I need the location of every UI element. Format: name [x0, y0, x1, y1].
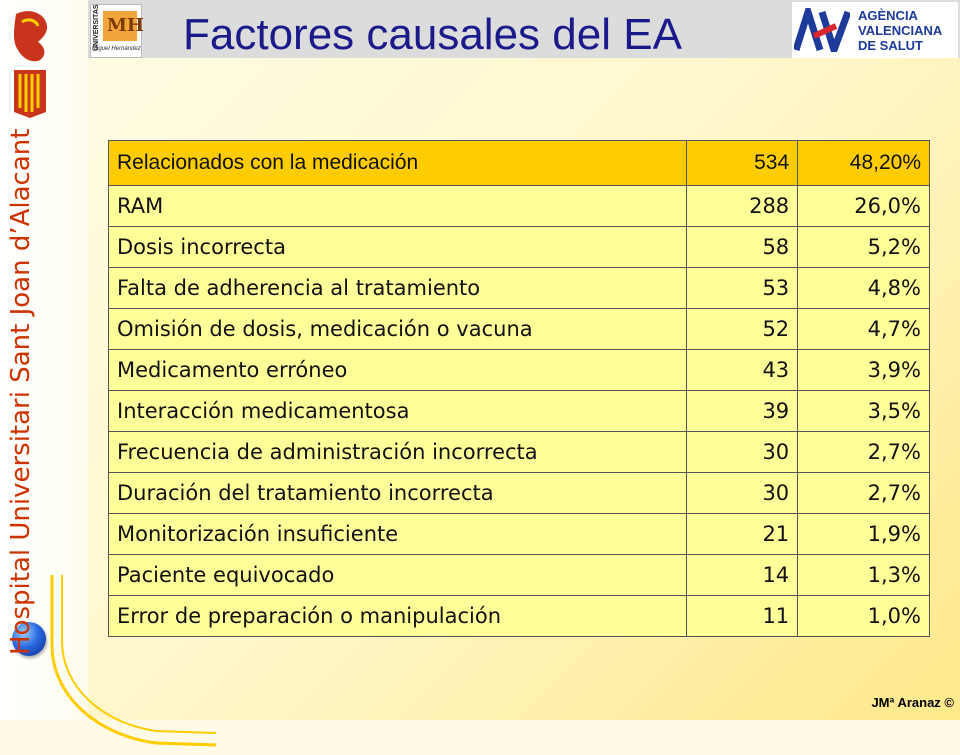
- table-header-row: [109, 141, 930, 186]
- table-row: [109, 555, 930, 596]
- table-row: [109, 309, 930, 350]
- umh-logo-vertical-text: UNIVERSITAS: [93, 4, 100, 51]
- table-row: [109, 391, 930, 432]
- row-pct: 3,5%: [798, 391, 930, 432]
- row-count: 53: [687, 268, 798, 309]
- row-label: RAM: [109, 186, 687, 227]
- row-pct: 1,9%: [798, 514, 930, 555]
- row-pct: 4,8%: [798, 268, 930, 309]
- avs-mark-icon: [794, 8, 850, 52]
- row-count: 288: [687, 186, 798, 227]
- table-row: [109, 596, 930, 637]
- umh-logo: UNIVERSITAS MH Miguel Hernández: [90, 4, 142, 58]
- row-label: Falta de adherencia al tratamiento: [109, 268, 687, 309]
- table-row: [109, 473, 930, 514]
- row-pct: 1,3%: [798, 555, 930, 596]
- umh-caption: Miguel Hernández: [92, 46, 141, 52]
- table-row: [109, 186, 930, 227]
- row-count: 39: [687, 391, 798, 432]
- header-pct: 48,20%: [798, 141, 930, 186]
- row-label: Interacción medicamentosa: [109, 391, 687, 432]
- row-label: Monitorización insuficiente: [109, 514, 687, 555]
- table-row: [109, 227, 930, 268]
- header-label: Relacionados con la medicación: [109, 141, 687, 186]
- row-count: 14: [687, 555, 798, 596]
- page-title: Factores causales del EA: [183, 10, 682, 59]
- row-label: Error de preparación o manipulación: [109, 596, 687, 637]
- avs-line3: DE SALUT: [858, 38, 923, 53]
- row-label: Medicamento erróneo: [109, 350, 687, 391]
- row-pct: 4,7%: [798, 309, 930, 350]
- row-count: 52: [687, 309, 798, 350]
- row-label: Paciente equivocado: [109, 555, 687, 596]
- row-pct: 1,0%: [798, 596, 930, 637]
- causal-factors-table: [108, 140, 930, 637]
- hospital-name: Hospital Universitari Sant Joan d’Alacant: [6, 128, 36, 655]
- row-label: Duración del tratamiento incorrecta: [109, 473, 687, 514]
- row-count: 30: [687, 473, 798, 514]
- row-label: Dosis incorrecta: [109, 227, 687, 268]
- row-pct: 5,2%: [798, 227, 930, 268]
- table-row: [109, 350, 930, 391]
- row-pct: 2,7%: [798, 432, 930, 473]
- avs-line1: AGÈNCIA: [858, 8, 918, 23]
- row-count: 30: [687, 432, 798, 473]
- valencia-crest-icon: [8, 8, 54, 118]
- row-pct: 26,0%: [798, 186, 930, 227]
- table-row: [109, 268, 930, 309]
- row-count: 43: [687, 350, 798, 391]
- table-row: [109, 514, 930, 555]
- agencia-valenciana-logo: [792, 2, 958, 58]
- row-pct: 2,7%: [798, 473, 930, 514]
- row-count: 21: [687, 514, 798, 555]
- table-row: [109, 432, 930, 473]
- header-count: 534: [687, 141, 798, 186]
- row-label: Omisión de dosis, medicación o vacuna: [109, 309, 687, 350]
- row-count: 11: [687, 596, 798, 637]
- copyright: JMª Aranaz ©: [871, 695, 954, 710]
- row-label: Frecuencia de administración incorrecta: [109, 432, 687, 473]
- row-pct: 3,9%: [798, 350, 930, 391]
- row-count: 58: [687, 227, 798, 268]
- avs-line2: VALENCIANA: [858, 23, 943, 38]
